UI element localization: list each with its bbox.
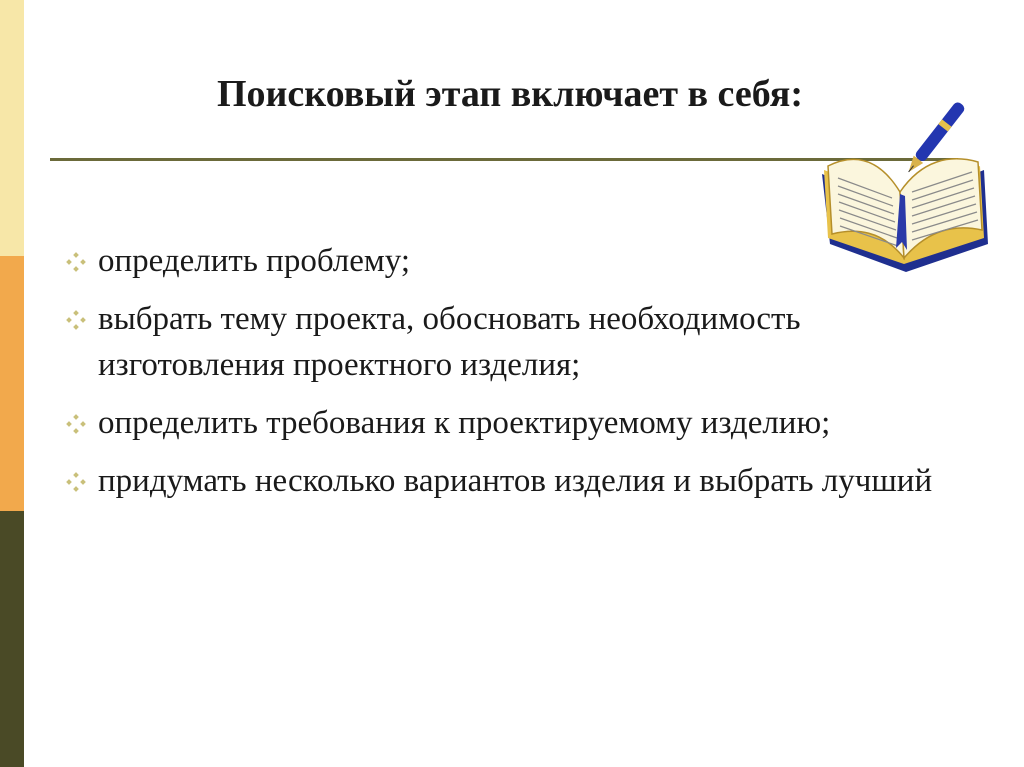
side-band-middle [0,256,24,511]
diamond-bullet-icon [66,252,86,272]
bullet-item [64,296,964,388]
side-band-bottom [0,511,24,767]
diamond-bullet-icon [66,414,86,434]
bullet-item [64,400,964,446]
bullet-item [64,458,964,504]
side-band-top [0,0,24,256]
bullet-text: определить проблему; [98,243,411,279]
diamond-bullet-icon [66,472,86,492]
bullet-text: выбрать тему проекта, обосновать необходимость изготовления проектного изделия; [98,301,801,383]
bullet-text: придумать несколько вариантов изделия и выбрать лучший [98,463,933,499]
diamond-bullet-icon [66,310,86,330]
bullet-item [64,238,964,284]
slide-title: Поисковый этап включает в себя: [216,73,804,115]
side-color-bar [0,0,24,767]
bullet-text: определить требования к проектируемому изделию; [98,405,831,441]
bullet-list [64,238,964,516]
